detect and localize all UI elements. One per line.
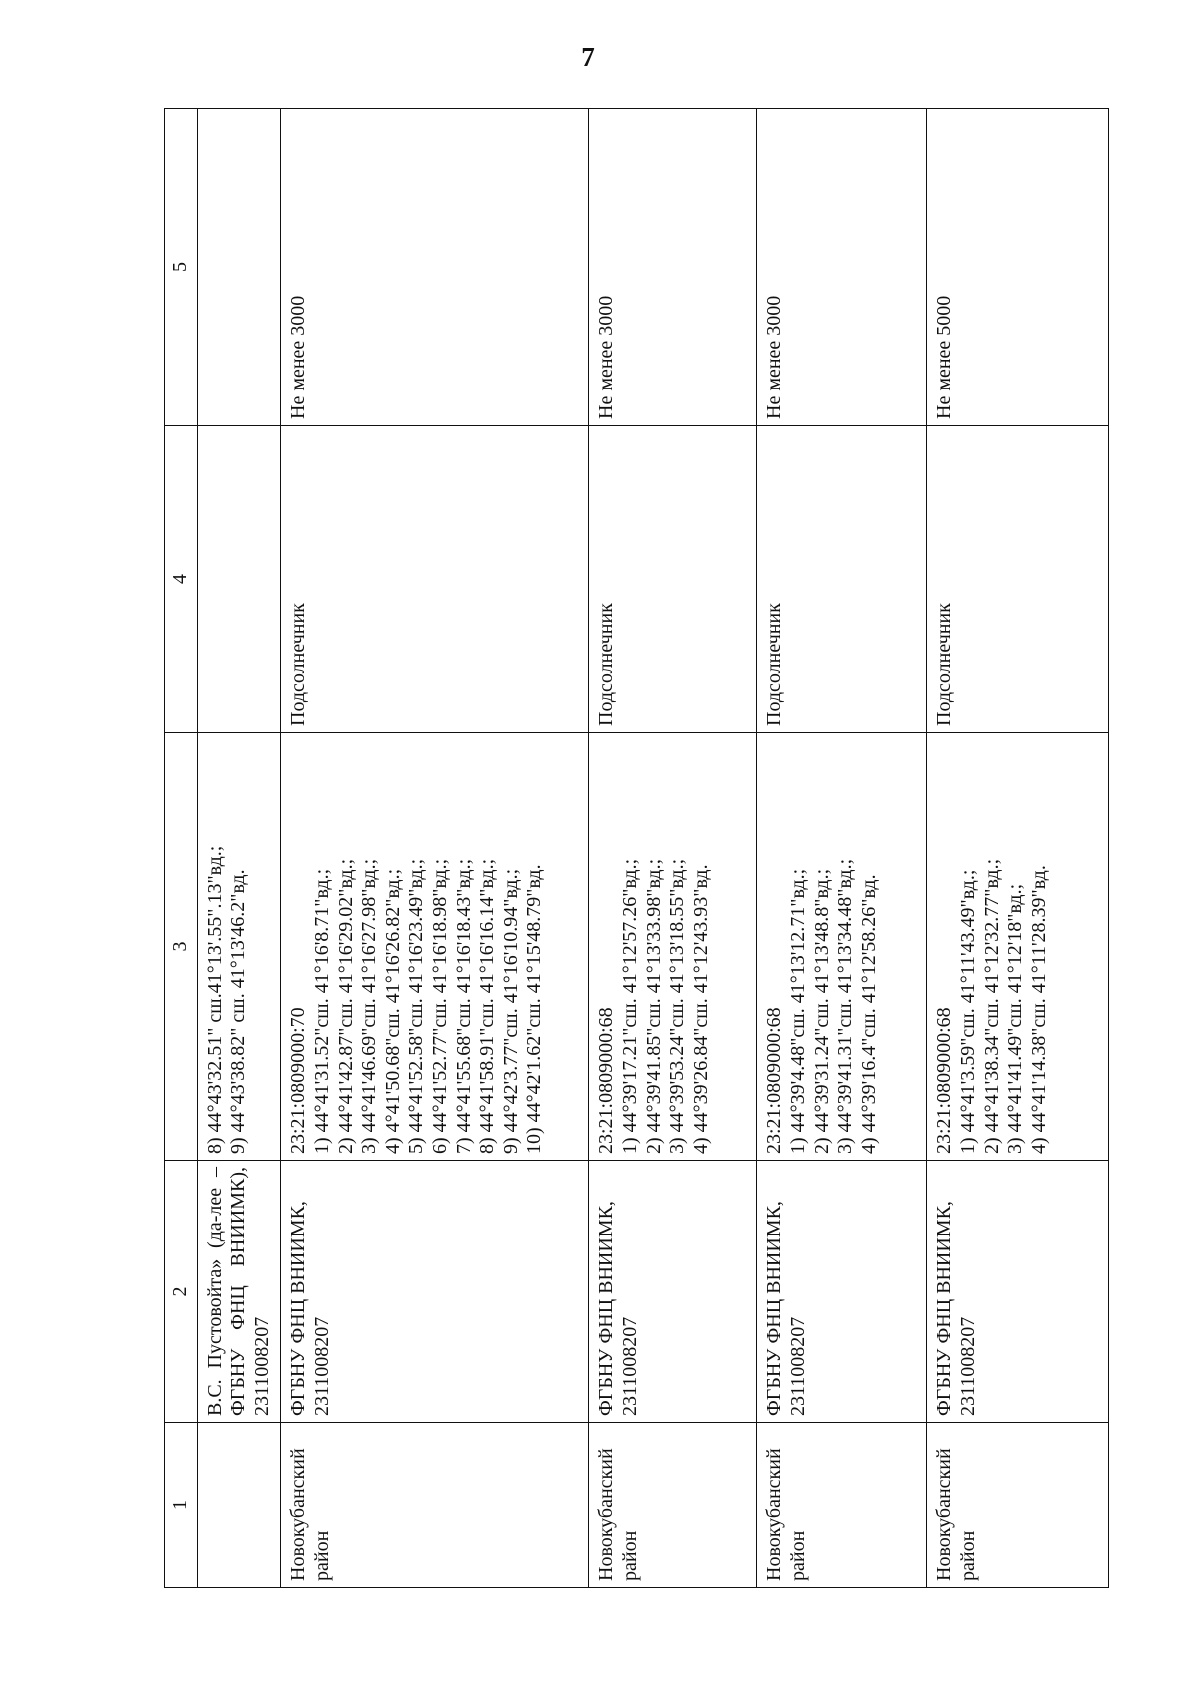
organization-cell: ФГБНУ ФНЦ ВНИИМК, 2311008207	[927, 1161, 1109, 1423]
coordinate-point: 10) 44°42'1.62"сш. 41°15'48.79"вд.	[523, 864, 546, 1154]
coordinates-cell	[281, 733, 589, 1161]
organization-cell: ФГБНУ ФНЦ ВНИИМК, 2311008207	[589, 1161, 757, 1423]
coordinate-point: 8) 44°41'58.91"сш. 41°16'16.14"вд.;	[476, 858, 499, 1154]
cadastral-number: 23:21:0809000:68	[595, 1007, 618, 1154]
coordinate-point: 2) 44°39'41.85"сш. 41°13'33.98"вд.;	[642, 858, 665, 1154]
coordinate-point: 1) 44°39'4.48"сш. 41°13'12.71"вд.;	[786, 868, 809, 1154]
coordinates-cell	[927, 733, 1109, 1161]
coordinates-cell	[197, 733, 281, 1161]
coordinate-point: 2) 44°41'42.87"сш. 41°16'29.02"вд.;	[334, 858, 357, 1154]
organization-cell: В.С. Пустовойта» (да-лее – ФГБНУ ФНЦ ВНИИМК), 2311008207	[197, 1161, 281, 1423]
coordinates-cell	[757, 733, 927, 1161]
distance-cell: Не менее 5000	[927, 109, 1109, 426]
column-header: 1	[165, 1423, 198, 1588]
crop-cell: Подсолнечник	[281, 426, 589, 733]
column-header: 2	[165, 1161, 198, 1423]
table-row	[757, 109, 927, 1588]
distance-cell	[197, 109, 281, 426]
coordinate-point: 6) 44°41'52.77"сш. 41°16'18.98"вд.;	[428, 858, 451, 1154]
distance-cell: Не менее 3000	[757, 109, 927, 426]
coordinate-point: 4) 4°41'50.68"сш. 41°16'26.82"вд.;	[381, 868, 404, 1154]
crop-cell: Подсолнечник	[589, 426, 757, 733]
rotated-table-wrapper	[164, 109, 1102, 1588]
coordinate-point: 2) 44°41'38.34"сш. 41°12'32.77"вд.;	[980, 858, 1003, 1154]
coordinate-point: 7) 44°41'55.68"сш. 41°16'18.43"вд.;	[452, 858, 475, 1154]
coordinate-point: 4) 44°39'16.4"сш. 41°12'58.26"вд.	[857, 874, 880, 1154]
district-cell	[197, 1423, 281, 1588]
column-header: 4	[165, 426, 198, 733]
district-cell: Новокубанский район	[927, 1423, 1109, 1588]
table-row	[281, 109, 589, 1588]
coordinate-point: 3) 44°41'41.49"сш. 41°12'18"вд.;	[1004, 883, 1027, 1154]
cadastral-number: 23:21:0809000:68	[933, 1007, 956, 1154]
header-row	[165, 109, 198, 1588]
cadastral-number: 23:21:0809000:70	[287, 1007, 310, 1154]
distance-cell: Не менее 3000	[589, 109, 757, 426]
coordinate-point: 9) 44°43'38.82" сш. 41°13'46.2"вд.	[227, 869, 250, 1154]
coordinate-point: 5) 44°41'52.58"сш. 41°16'23.49"вд.;	[405, 858, 428, 1154]
table-row	[927, 109, 1109, 1588]
distance-cell: Не менее 3000	[281, 109, 589, 426]
district-cell: Новокубанский район	[757, 1423, 927, 1588]
coordinate-point: 1) 44°39'17.21"сш. 41°12'57.26"вд.;	[618, 858, 641, 1154]
registry-table	[164, 108, 1109, 1588]
coordinate-point: 3) 44°41'46.69"сш. 41°16'27.98"вд.;	[358, 858, 381, 1154]
coordinates-cell	[589, 733, 757, 1161]
crop-cell: Подсолнечник	[757, 426, 927, 733]
crop-cell: Подсолнечник	[927, 426, 1109, 733]
coordinate-point: 4) 44°41'14.38"сш. 41°11'28.39"вд.	[1027, 865, 1050, 1154]
coordinate-point: 9) 44°42'3.77"сш. 41°16'10.94"вд.;	[499, 868, 522, 1154]
district-cell: Новокубанский район	[589, 1423, 757, 1588]
district-cell: Новокубанский район	[281, 1423, 589, 1588]
coordinate-point: 8) 44°43'32.51" сш.41°13'.55".13"вд.;	[203, 845, 226, 1154]
table-row	[197, 109, 281, 1588]
page-number: 7	[581, 42, 595, 72]
column-header: 3	[165, 733, 198, 1161]
coordinate-point: 3) 44°39'41.31"сш. 41°13'34.48"вд.;	[834, 858, 857, 1154]
organization-cell: ФГБНУ ФНЦ ВНИИМК, 2311008207	[281, 1161, 589, 1423]
table-row	[589, 109, 757, 1588]
coordinate-point: 4) 44°39'26.84"сш. 41°12'43.93"вд.	[689, 864, 712, 1154]
coordinate-point: 2) 44°39'31.24"сш. 41°13'48.8"вд.;	[810, 868, 833, 1154]
cadastral-number: 23:21:0809000:68	[763, 1007, 786, 1154]
coordinate-point: 1) 44°41'3.59"сш. 41°11'43.49"вд.;	[956, 869, 979, 1154]
organization-cell: ФГБНУ ФНЦ ВНИИМК, 2311008207	[757, 1161, 927, 1423]
coordinate-point: 1) 44°41'31.52"сш. 41°16'8.71"вд.;	[310, 868, 333, 1154]
crop-cell	[197, 426, 281, 733]
column-header: 5	[165, 109, 198, 426]
coordinate-point: 3) 44°39'53.24"сш. 41°13'18.55"вд.;	[666, 858, 689, 1154]
